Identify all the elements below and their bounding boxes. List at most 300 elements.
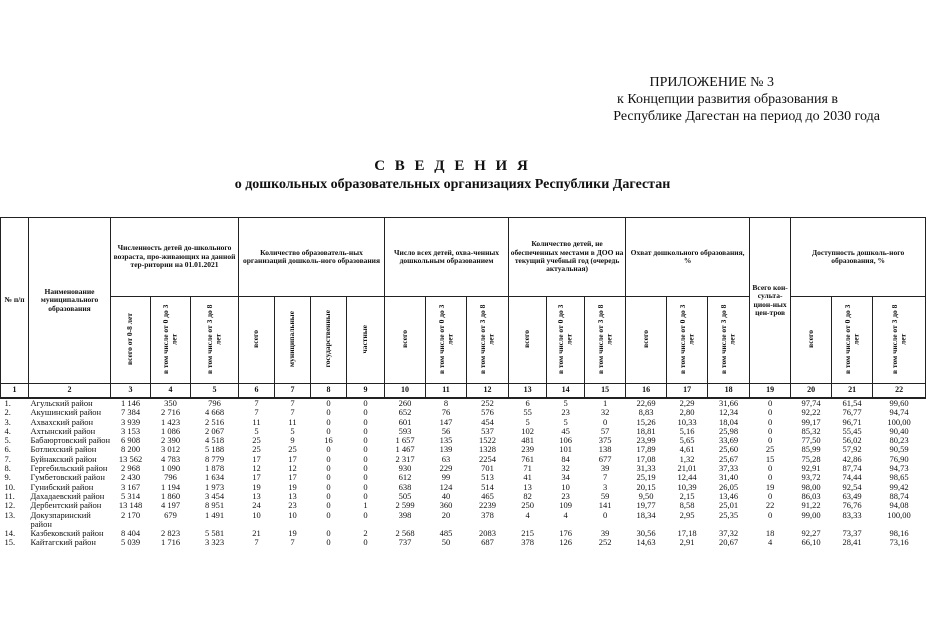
table-cell: 601: [398, 416, 412, 427]
municipality-name: Акушинский район: [30, 407, 102, 418]
table-cell: 454: [481, 416, 494, 427]
table-cell: 76,77: [842, 407, 862, 418]
table-cell: 25: [252, 435, 261, 446]
table-cell: 32: [561, 463, 570, 474]
table-cell: 106: [559, 435, 572, 446]
table-cell: 21: [252, 528, 261, 539]
table-cell: 57: [600, 425, 610, 436]
table-cell: 1,32: [679, 453, 695, 464]
table-cell: 1328: [479, 444, 497, 455]
table-cell: 12: [252, 463, 261, 474]
table-cell: 74,44: [842, 472, 862, 483]
subheader-3-8: в том числе от 3 до 8 лет: [205, 304, 223, 374]
table-cell: 0: [326, 472, 331, 483]
table-cell: 0: [326, 425, 331, 436]
table-cell: 10: [288, 509, 297, 520]
table-cell: 4 197: [160, 500, 181, 511]
table-cell: 63: [441, 453, 451, 464]
table-cell: 10,33: [677, 416, 697, 427]
table-cell: 76,76: [842, 500, 862, 511]
table-cell: 56: [441, 425, 451, 436]
table-cell: 1 090: [160, 463, 181, 474]
table-cell: 505: [398, 490, 412, 501]
table-cell: 350: [164, 398, 177, 408]
table-cell: 0: [767, 398, 773, 408]
table-cell: 11: [288, 416, 297, 427]
table-cell: 17: [288, 472, 297, 483]
table-cell: 34: [561, 472, 570, 483]
column-number: 3: [111, 384, 151, 399]
table-cell: 37,32: [719, 528, 739, 539]
table-cell: 13: [523, 481, 532, 492]
subheader-0-3: в том числе от 0 до 3 лет: [677, 304, 696, 374]
table-cell: 77,50: [801, 435, 821, 446]
table-row: [1, 538, 926, 547]
table-cell: 260: [398, 398, 412, 408]
document-subtitle: о дошкольных образовательных организациях Республики Дагестан: [234, 177, 671, 192]
table-cell: 4 783: [160, 453, 181, 464]
table-cell: 40: [441, 490, 451, 501]
row-number: 3.: [4, 416, 11, 427]
table-cell: 3 167: [120, 481, 141, 492]
row-number: 2.: [4, 407, 11, 418]
table-cell: 82: [523, 490, 532, 501]
table-cell: 25: [252, 444, 261, 455]
table-cell: 0: [326, 537, 331, 548]
table-cell: 20,67: [719, 537, 739, 548]
table-cell: 576: [481, 407, 494, 418]
table-cell: 92,91: [801, 463, 821, 474]
table-cell: 100,00: [887, 509, 911, 520]
table-cell: 0: [767, 472, 773, 483]
table-cell: 4: [563, 509, 568, 520]
municipality-name: Кайтагский район: [30, 537, 96, 548]
table-cell: 3: [602, 481, 608, 492]
row-number: 10.: [4, 481, 16, 492]
table-cell: 18,34: [636, 509, 656, 520]
table-cell: 5: [563, 398, 568, 408]
table-cell: 10,39: [677, 481, 697, 492]
table-cell: 17,08: [636, 453, 656, 464]
column-number: 9: [347, 384, 385, 399]
table-cell: 0: [363, 407, 368, 418]
row-number: 12.: [4, 500, 16, 511]
column-number: 17: [667, 384, 708, 399]
table-cell: 19: [252, 481, 261, 492]
subheader-municipal: муниципальные: [287, 310, 297, 367]
table-cell: 0: [767, 416, 773, 427]
table-cell: 92,54: [842, 481, 862, 492]
table-cell: 5,65: [679, 435, 695, 446]
table-cell: 101: [559, 444, 572, 455]
table-cell: 0: [326, 463, 331, 474]
table-cell: 20,15: [636, 481, 656, 492]
municipality-name: Дербентский район: [30, 500, 102, 511]
table-cell: 75,28: [801, 453, 821, 464]
column-number: 11: [426, 384, 467, 399]
table-cell: 7: [290, 398, 295, 408]
document-title: С В Е Д Е Н И Я: [374, 158, 531, 174]
table-cell: 687: [481, 537, 494, 548]
table-cell: 176: [559, 528, 572, 539]
table-cell: 5 314: [120, 490, 141, 501]
table-cell: 18,04: [719, 416, 739, 427]
column-number: 19: [750, 384, 791, 399]
table-cell: 2 823: [160, 528, 181, 539]
table-cell: 100,00: [887, 416, 911, 427]
table-cell: 99,00: [801, 509, 821, 520]
table-cell: 252: [598, 537, 612, 548]
table-cell: 537: [481, 425, 494, 436]
table-cell: 4: [767, 537, 773, 548]
header-enrolled-count: Число всех детей, охва-ченных дошкольным образованием: [385, 218, 509, 297]
table-cell: 90,40: [889, 425, 909, 436]
table-cell: 55: [523, 407, 532, 418]
table-cell: 15: [765, 453, 775, 464]
header-municipality: Наименование муниципального образования: [29, 218, 111, 384]
table-cell: 25,01: [719, 500, 739, 511]
table-cell: 0: [363, 435, 368, 446]
table-cell: 0: [767, 425, 773, 436]
row-number: 7.: [4, 453, 11, 464]
column-number: 2: [29, 384, 111, 399]
table-cell: 239: [521, 444, 534, 455]
table-cell: 0: [326, 407, 331, 418]
table-cell: 0: [326, 398, 331, 408]
table-cell: 4 518: [204, 435, 225, 446]
table-cell: 30,56: [636, 528, 656, 539]
table-cell: 2 390: [160, 435, 181, 446]
column-number: 18: [708, 384, 750, 399]
table-cell: 102: [521, 425, 534, 436]
table-cell: 8 779: [204, 453, 225, 464]
table-cell: 56,02: [842, 435, 862, 446]
row-number: 13.: [4, 509, 16, 520]
table-cell: 141: [598, 500, 612, 511]
table-cell: 85,32: [801, 425, 821, 436]
table-cell: 1 491: [204, 509, 225, 520]
table-cell: 16: [324, 435, 333, 446]
table-cell: 94,74: [889, 407, 909, 418]
table-cell: 2 599: [395, 500, 415, 511]
table-cell: 94,73: [889, 463, 909, 474]
table-cell: 2254: [479, 453, 497, 464]
row-number: 14.: [4, 528, 16, 539]
table-cell: 2 430: [120, 472, 141, 483]
subheader-private: частные: [360, 324, 370, 354]
table-cell: 4 668: [204, 407, 225, 418]
table-cell: 1 086: [160, 425, 181, 436]
municipality-name: Гергебильский район: [30, 463, 108, 474]
table-cell: 80,23: [889, 435, 909, 446]
municipality-name: Гумбетовский район: [30, 472, 105, 483]
table-cell: 1 467: [395, 444, 415, 455]
column-number: 16: [626, 384, 667, 399]
table-cell: 4,61: [679, 444, 695, 455]
table-cell: 375: [598, 435, 612, 446]
table-cell: 76: [441, 407, 451, 418]
table-cell: 5: [563, 416, 568, 427]
table-cell: 15,26: [636, 416, 656, 427]
table-cell: 25,67: [719, 453, 739, 464]
subheader-3-8: в том числе от 3 до 8 лет: [478, 304, 496, 374]
table-cell: 93,72: [801, 472, 821, 483]
table-cell: 398: [398, 509, 412, 520]
table-cell: 63,49: [842, 490, 862, 501]
table-cell: 138: [598, 444, 612, 455]
table-cell: 88,74: [889, 490, 909, 501]
table-row: [1, 511, 926, 530]
table-cell: 147: [439, 416, 453, 427]
table-cell: 33,69: [719, 435, 739, 446]
table-cell: 94,08: [889, 500, 909, 511]
municipality-name: Ахтынский район: [30, 425, 96, 436]
table-cell: 378: [521, 537, 534, 548]
table-cell: 1 973: [204, 481, 225, 492]
table-cell: 55,45: [842, 425, 862, 436]
table-cell: 3 153: [120, 425, 141, 436]
table-cell: 9,50: [638, 490, 654, 501]
table-cell: 2 968: [120, 463, 141, 474]
column-number: 6: [239, 384, 275, 399]
header-children-count: Численность детей до-школьного возраста, про-живающих на данной тер-ритории на 01.01.2021: [111, 218, 239, 297]
table-cell: 0: [767, 509, 773, 520]
table-cell: 13 148: [118, 500, 143, 511]
table-cell: 28,41: [842, 537, 862, 548]
municipality-name: Агульский район: [30, 398, 93, 408]
table-cell: 22: [765, 500, 775, 511]
subheader-0-3: в том числе от 0 до 3 лет: [556, 304, 574, 374]
table-cell: 139: [439, 444, 453, 455]
table-cell: 25,19: [636, 472, 656, 483]
subheader-total: всего: [399, 329, 409, 348]
table-cell: 5 581: [204, 528, 225, 539]
table-cell: 7: [290, 537, 295, 548]
column-number: 1: [1, 384, 29, 399]
header-coverage: Охват дошкольного образования, %: [626, 218, 750, 297]
table-cell: 8 951: [204, 500, 225, 511]
table-cell: 0: [326, 444, 331, 455]
table-cell: 19: [288, 528, 297, 539]
table-cell: 252: [481, 398, 494, 408]
table-cell: 1522: [479, 435, 497, 446]
table-cell: 31,40: [719, 472, 739, 483]
table-cell: 2083: [479, 528, 497, 539]
table-cell: 17,89: [636, 444, 656, 455]
table-cell: 66,10: [801, 537, 821, 548]
table-cell: 0: [363, 453, 368, 464]
subheader-total: всего: [805, 329, 815, 348]
table-cell: 25,35: [719, 509, 739, 520]
subheader-total: всего: [522, 329, 532, 348]
table-cell: 23: [561, 407, 570, 418]
table-cell: 2 067: [204, 425, 225, 436]
table-cell: 97,74: [801, 398, 821, 408]
table-cell: 85,99: [801, 444, 821, 455]
table-cell: 23: [288, 500, 297, 511]
municipality-name: Ахвахский район: [30, 416, 94, 427]
table-cell: 99,42: [889, 481, 909, 492]
table-cell: 593: [398, 425, 412, 436]
appendix-period: Республике Дагестан на период до 2030 года: [613, 109, 880, 124]
table-cell: 3 454: [204, 490, 225, 501]
table-cell: 1 860: [160, 490, 181, 501]
table-cell: 84: [561, 453, 570, 464]
table-cell: 6: [525, 398, 530, 408]
table-cell: 31,33: [636, 463, 656, 474]
table-cell: 481: [521, 435, 534, 446]
table-cell: 98,16: [889, 528, 909, 539]
table-cell: 5: [525, 416, 530, 427]
table-cell: 796: [164, 472, 177, 483]
table-cell: 31,66: [719, 398, 739, 408]
table-cell: 13,46: [719, 490, 739, 501]
table-cell: 0: [363, 537, 368, 548]
table-cell: 2,95: [679, 509, 695, 520]
table-cell: 0: [767, 407, 773, 418]
subheader-total: всего: [640, 329, 650, 348]
table-cell: 0: [326, 528, 331, 539]
table-cell: 360: [439, 500, 453, 511]
table-cell: 215: [521, 528, 534, 539]
table-cell: 19: [288, 481, 297, 492]
column-number-row: [1, 384, 926, 399]
table-cell: 378: [481, 509, 494, 520]
table-cell: 1 194: [160, 481, 181, 492]
header-consult-centers: Всего кон-сульта-цион-ных цен-тров: [750, 218, 791, 384]
table-cell: 7: [254, 407, 259, 418]
table-cell: 91,22: [801, 500, 821, 511]
table-cell: 3 939: [120, 416, 141, 427]
table-cell: 7: [254, 398, 259, 408]
table-cell: 1 657: [395, 435, 415, 446]
column-number: 21: [832, 384, 873, 399]
table-cell: 679: [164, 509, 177, 520]
table-cell: 87,74: [842, 463, 862, 474]
appendix-heading: [540, 74, 880, 125]
subheader-total: всего: [251, 329, 261, 348]
table-cell: 61,54: [842, 398, 862, 408]
table-cell: 25,98: [719, 425, 739, 436]
table-cell: 2 568: [395, 528, 415, 539]
table-cell: 8,58: [679, 500, 695, 511]
table-cell: 57,92: [842, 444, 862, 455]
table-cell: 17: [252, 472, 261, 483]
municipality-name: Ботлихский район: [30, 444, 97, 455]
table-cell: 32: [600, 407, 610, 418]
table-cell: 11: [252, 416, 261, 427]
table-body: [1, 398, 926, 548]
table-cell: 5,16: [679, 425, 695, 436]
table-cell: 10: [561, 481, 570, 492]
subheader-0-3: в том числе от 0 до 3 лет: [436, 304, 455, 374]
table-cell: 229: [439, 463, 453, 474]
municipality-name: Дахадаевский район: [30, 490, 105, 501]
header-accessibility: Доступность дошколь-ного образования, %: [791, 218, 926, 297]
appendix-reference: к Концепции развития образования в: [617, 92, 838, 107]
table-cell: 0: [767, 463, 773, 474]
table-cell: 0: [326, 453, 331, 464]
subheader-3-8: в том числе от 3 до 8 лет: [889, 304, 908, 374]
row-number: 5.: [4, 435, 11, 446]
table-cell: 73,37: [842, 528, 862, 539]
table-cell: 90,59: [889, 444, 909, 455]
table-cell: 7: [602, 472, 608, 483]
table-cell: 4: [525, 509, 530, 520]
table-cell: 0: [326, 481, 331, 492]
municipality-name: Докузпаринский район: [30, 509, 91, 529]
table-cell: 0: [767, 435, 773, 446]
table-cell: 99: [441, 472, 451, 483]
table-cell: 124: [439, 481, 453, 492]
table-cell: 652: [398, 407, 412, 418]
table-cell: 0: [602, 416, 608, 427]
table-cell: 50: [441, 537, 451, 548]
header-organizations-count: Количество образователь-ных организаций дошколь-ного образования: [239, 218, 385, 297]
table-cell: 96,71: [842, 416, 862, 427]
header-queue-count: Количество детей, не обеспеченных местами в ДОО на текущий учебный год (очередь актуальная): [509, 218, 626, 297]
table-cell: 92,22: [801, 407, 821, 418]
table-cell: 2: [363, 528, 368, 539]
table-cell: 0: [326, 490, 331, 501]
table-cell: 612: [398, 472, 412, 483]
table-cell: 24: [252, 500, 261, 511]
column-number: 4: [151, 384, 191, 399]
table-cell: 0: [767, 490, 773, 501]
table-cell: 10: [252, 509, 261, 520]
table-cell: 7: [290, 407, 295, 418]
table-cell: 39: [600, 528, 610, 539]
table-cell: 0: [363, 481, 368, 492]
table-cell: 8 404: [120, 528, 141, 539]
table-cell: 8: [443, 398, 449, 408]
row-number: 15.: [4, 537, 16, 548]
row-number: 9.: [4, 472, 11, 483]
table-cell: 92,27: [801, 528, 821, 539]
table-cell: 59: [600, 490, 610, 501]
table-cell: 250: [521, 500, 534, 511]
column-number: 13: [509, 384, 547, 399]
subheader-total-0-8: всего от 0-8 лет: [125, 312, 135, 365]
table-cell: 5 188: [204, 444, 225, 455]
column-number: 14: [547, 384, 585, 399]
table-cell: 8,83: [638, 407, 654, 418]
table-cell: 2,29: [679, 398, 695, 408]
table-cell: 2239: [479, 500, 497, 511]
table-cell: 2 516: [204, 416, 225, 427]
table-cell: 12,44: [677, 472, 697, 483]
table-cell: 12,34: [719, 407, 739, 418]
table-cell: 13: [252, 490, 261, 501]
table-cell: 19: [765, 481, 775, 492]
table-cell: 14,63: [636, 537, 656, 548]
table-cell: 796: [208, 398, 221, 408]
subheader-state: государственные: [323, 310, 333, 368]
table-cell: 8 200: [120, 444, 141, 455]
subheader-3-8: в том числе от 3 до 8 лет: [595, 304, 614, 374]
table-cell: 13: [288, 490, 297, 501]
table-cell: 0: [363, 490, 368, 501]
table-cell: 23,99: [636, 435, 656, 446]
table-cell: 2 170: [120, 509, 141, 520]
table-cell: 930: [398, 463, 412, 474]
preschool-table: [0, 217, 926, 548]
table-cell: 17: [252, 453, 261, 464]
table-cell: 0: [363, 472, 368, 483]
table-cell: 1: [363, 500, 368, 511]
subheader-0-3: в том числе от 0 до 3 лет: [842, 304, 861, 374]
table-cell: 7: [254, 537, 259, 548]
